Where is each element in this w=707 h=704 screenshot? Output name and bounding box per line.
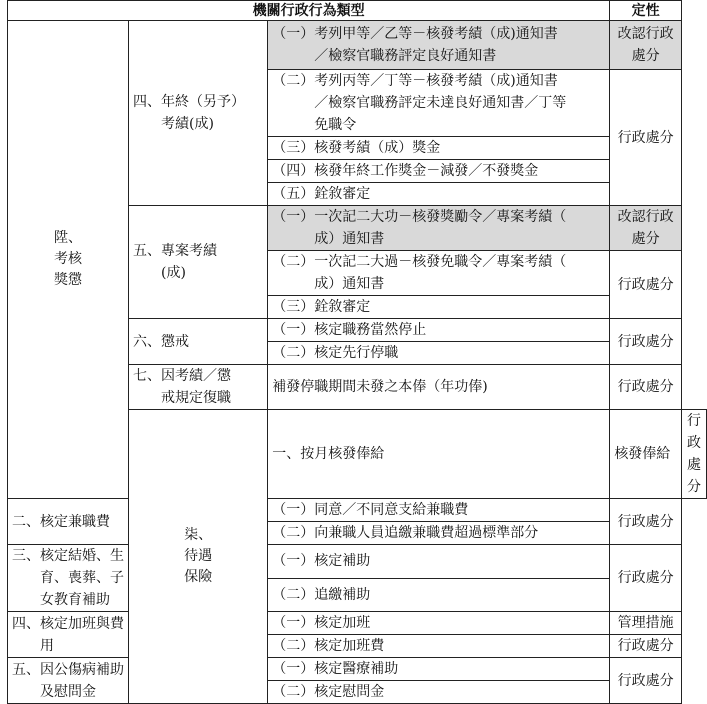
item-cell: （二）核定先行停職	[268, 342, 610, 365]
subcategory-discipline	[129, 319, 268, 365]
item-line: 免職令	[272, 117, 357, 133]
classification-table	[7, 0, 707, 704]
item-cell: （二）向兼職人員追繳兼職費超過標準部分	[268, 522, 610, 545]
item-cell: 補發停職期間未發之本俸（年功俸)	[268, 365, 610, 410]
subcategory-line: 戒規定復職	[133, 390, 231, 406]
nature-cell: 行政處分	[682, 410, 707, 499]
category-line: 陞、	[54, 230, 82, 246]
item-line: （一）一次記二大功－核發獎勵令／專案考績（	[272, 209, 567, 225]
nature-cell: 管理措施	[610, 612, 682, 635]
nature-cell: 行政處分	[610, 499, 682, 545]
item-cell	[268, 251, 610, 296]
category-line: 柒、	[184, 527, 213, 543]
nature-cell: 行政處分	[610, 319, 682, 365]
item-cell: （二）追繳補助	[268, 578, 610, 612]
item-line: （二）一次記二大過－核發免職令／專案考績（	[272, 254, 567, 270]
category-compensation	[129, 410, 268, 704]
header-nature: 定性	[610, 1, 682, 21]
subcategory-subsidies	[8, 545, 129, 612]
subcategory-special-appraisal	[129, 206, 268, 319]
item-cell	[268, 206, 610, 251]
subcategory-line: 七、因考績／懲	[133, 368, 231, 384]
item-cell: （二）核定慰問金	[268, 681, 610, 704]
nature-cell: 行政處分	[610, 251, 682, 319]
category-promotion	[8, 21, 129, 499]
item-cell: 核發俸給	[610, 410, 682, 499]
category-line: 保險	[184, 569, 213, 585]
category-line: 獎懲	[54, 272, 82, 288]
item-cell	[268, 70, 610, 137]
nature-cell: 行政處分	[610, 635, 682, 658]
subcategory-line: 四、年終（另予）	[133, 94, 245, 110]
nature-cell: 行政處分	[610, 70, 682, 206]
subcategory-line: 四、核定加班與費	[12, 615, 124, 632]
item-line: 成）通知書	[272, 231, 385, 247]
subcategory-line: 考績(成)	[133, 116, 214, 132]
item-cell: （二）核定加班費	[268, 635, 610, 658]
category-line: 待遇	[184, 548, 213, 564]
subcategory-monthly-pay	[268, 410, 610, 499]
item-cell: （一）同意／不同意支給兼職費	[268, 499, 610, 522]
subcategory-line: 育、喪葬、子	[12, 570, 124, 586]
subcategory-reinstatement	[129, 365, 268, 410]
nature-cell: 改認行政處分	[610, 21, 682, 70]
subcategory-line: 女教育補助	[12, 592, 110, 608]
subcategory-overtime	[8, 612, 129, 658]
header-type: 機關行政行為類型	[8, 1, 610, 21]
subcategory-line: (成)	[133, 265, 186, 281]
subcategory-line: 六、懲戒	[133, 333, 189, 350]
subcategory-annual-appraisal	[129, 21, 268, 206]
item-line: ／檢察官職務評定未達良好通知書／丁等	[272, 95, 567, 111]
subcategory-line: 及慰問金	[12, 683, 96, 700]
header-row	[8, 1, 707, 21]
item-cell	[268, 21, 610, 70]
subcategory-line: 五、專案考績	[133, 243, 217, 259]
nature-cell: 改認行政處分	[610, 206, 682, 251]
item-cell: （一）核定加班	[268, 612, 610, 635]
item-cell: （四）核發年終工作獎金－減發／不發獎金	[268, 160, 610, 183]
item-cell: （一）核定補助	[268, 545, 610, 579]
subcategory-line: 二、核定兼職費	[12, 513, 110, 530]
subcategory-line: 三、核定結婚、生	[12, 548, 124, 564]
item-cell: （一）核定職務當然停止	[268, 319, 610, 342]
item-cell: （五）銓敘審定	[268, 183, 610, 206]
item-line: （二）考列丙等／丁等－核發考績（成)通知書	[272, 73, 558, 89]
subcategory-concurrent-pay	[8, 499, 129, 545]
item-line: （一）考列甲等／乙等－核發考績（成)通知書	[272, 26, 558, 42]
item-line: ／檢察官職務評定良好通知書	[272, 48, 497, 64]
category-line: 考核	[54, 251, 82, 267]
item-cell: （一）核定醫療補助	[268, 658, 610, 681]
item-cell: （三）核發考績（成）獎金	[268, 137, 610, 160]
subcategory-injury-relief	[8, 658, 129, 704]
subcategory-line: 五、因公傷病補助	[12, 661, 124, 678]
item-line: 成）通知書	[272, 276, 385, 292]
nature-cell: 行政處分	[610, 658, 682, 704]
item-cell: （三）銓敘審定	[268, 296, 610, 319]
subcategory-line: 用	[12, 637, 54, 654]
nature-cell: 行政處分	[610, 545, 682, 612]
nature-cell: 行政處分	[610, 365, 682, 410]
subcategory-line: 一、按月核發俸給	[272, 446, 385, 462]
